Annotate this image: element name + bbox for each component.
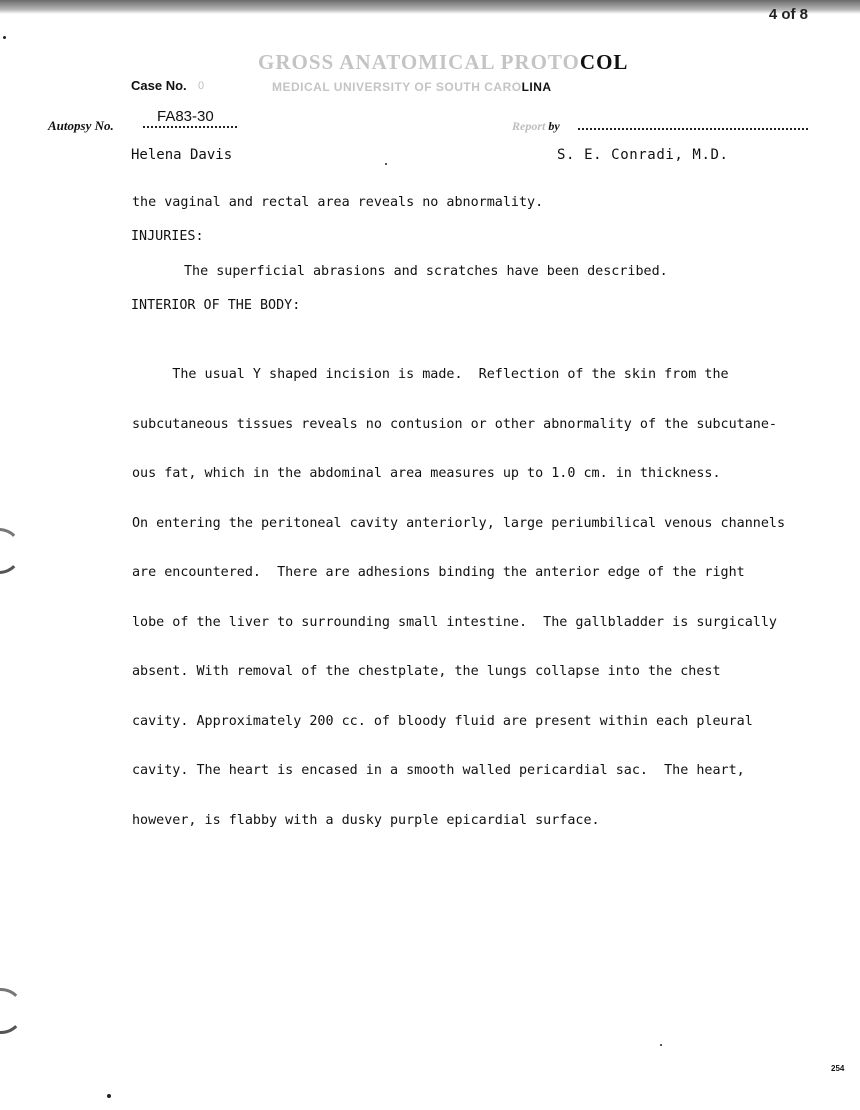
examiner-name: S. E. Conradi, M.D. (557, 147, 729, 163)
interior-line: however, is flabby with a dusky purple epicardial surface. (132, 812, 600, 828)
scan-edge (0, 0, 860, 14)
form-title-faded: GROSS ANATOMICAL PROTO (258, 50, 580, 74)
injuries-heading: INJURIES: (131, 229, 204, 244)
punch-hole-mark (0, 988, 24, 1034)
interior-heading: INTERIOR OF THE BODY: (131, 298, 301, 313)
interior-line: ous fat, which in the abdominal area measures up to 1.0 cm. in thickness. (132, 466, 721, 481)
autopsy-number-value: FA83-30 (157, 108, 214, 125)
institution-name-dark: LINA (521, 80, 552, 94)
scan-speck (660, 1044, 662, 1046)
case-number-value: 0 (198, 80, 205, 92)
report-by-line (578, 122, 808, 130)
punch-hole-mark (0, 528, 22, 574)
institution-name-faded: MEDICAL UNIVERSITY OF SOUTH CARO (272, 80, 522, 94)
form-title-dark: COL (579, 50, 629, 74)
report-by-label-dark: by (548, 119, 560, 133)
form-title (258, 50, 628, 75)
interior-line: cavity. The heart is encased in a smooth walled pericardial sac. The heart, (132, 763, 745, 778)
decedent-name: Helena Davis (131, 147, 233, 163)
interior-line: are encountered. There are adhesions binding the anterior edge of the right (132, 565, 745, 580)
interior-line: lobe of the liver to surrounding small intestine. The gallbladder is surgically (132, 614, 777, 630)
scan-speck (107, 1094, 111, 1098)
interior-line: cavity. Approximately 200 cc. of bloody fluid are present within each pleural (132, 713, 753, 729)
report-by-label-faded: Report (512, 119, 546, 133)
institution-name (272, 80, 552, 94)
page-number: 4 of 8 (768, 6, 808, 23)
report-by-label (512, 119, 560, 134)
bates-number: 254 (831, 1064, 845, 1073)
interior-line: absent. With removal of the chestplate, the lungs collapse into the chest (132, 664, 721, 679)
scan-speck (385, 163, 387, 165)
interior-line: subcutaneous tissues reveals no contusion or other abnormality of the subcutane- (132, 416, 777, 432)
case-number-label: Case No. (131, 78, 187, 93)
injuries-text: The superficial abrasions and scratches have been described. (184, 264, 668, 279)
autopsy-number-label: Autopsy No. (48, 118, 114, 133)
continuation-line: the vaginal and rectal area reveals no abnormality. (132, 195, 544, 210)
interior-line: The usual Y shaped incision is made. Reflection of the skin from the (132, 367, 729, 382)
interior-paragraph (132, 334, 785, 846)
scan-speck (3, 36, 6, 39)
interior-line: On entering the peritoneal cavity anteriorly, large periumbilical venous channels (132, 515, 786, 531)
